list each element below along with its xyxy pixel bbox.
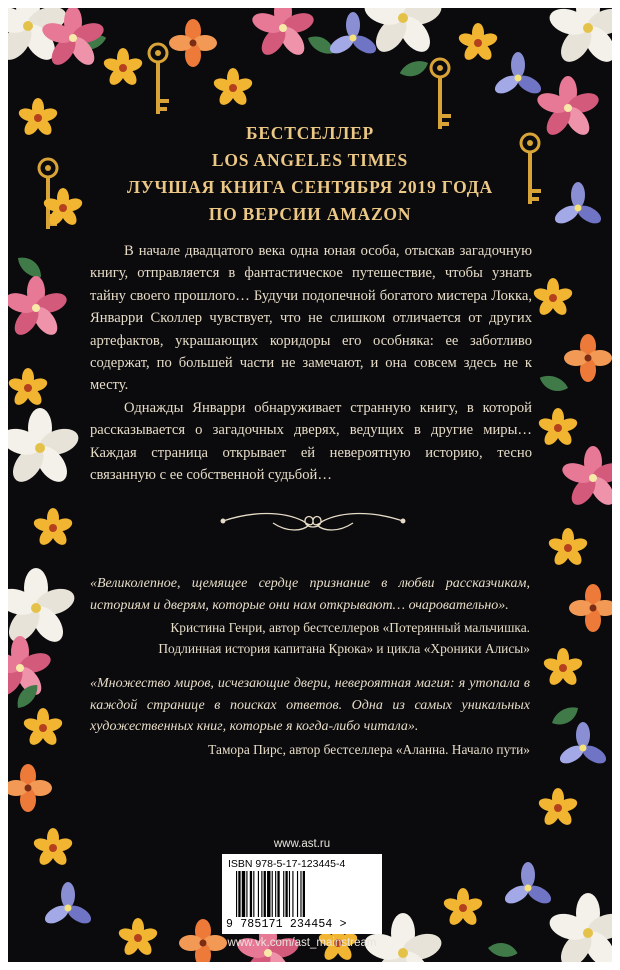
review-quote <box>90 573 530 659</box>
attribution-line: Подлинная история капитана Крюка» и цикла «Хроники Алисы» <box>158 640 530 656</box>
quote-text: «Множество миров, исчезающие двери, невероятная магия: я утопала в каждой странице в поисках ответов. Одна из самых уникальных художественных книг, которые я когда-либо читала». <box>90 676 530 734</box>
attribution-line: Тамора Пирс, автор бестселлера «Аланна. Начало пути» <box>208 741 530 757</box>
review-quote <box>90 673 530 760</box>
barcode-icon <box>236 871 376 921</box>
publisher-website: www.ast.ru <box>273 838 331 850</box>
isbn-number: ISBN 978-5-17-123445-4 <box>228 858 346 870</box>
book-back-cover <box>8 8 612 962</box>
attribution-line: Кристина Генри, автор бестселлеров «Потерянный мальчишка. <box>170 620 530 635</box>
description-paragraph: Однажды Январри обнаруживает странную книгу, в которой рассказывается о загадочных дверях, ведущих в другие миры… Каждая страница открывает ей невероятную историю, тесно связанную с ее собственной судьбой… <box>90 399 532 484</box>
quote-attribution <box>90 618 530 659</box>
headline-line: ПО ВЕРСИИ AMAZON <box>208 204 412 224</box>
barcode-digits: 9 785171 234454 > <box>226 918 347 931</box>
quotes-section <box>90 573 530 760</box>
headline-line: LOS ANGELES TIMES <box>211 150 409 170</box>
description-text <box>90 240 532 486</box>
headline-line: ЛУЧШАЯ КНИГА СЕНТЯБРЯ 2019 ГОДА <box>126 177 493 197</box>
flourish-divider-icon <box>213 501 413 541</box>
headline-line: БЕСТСЕЛЛЕР <box>245 123 375 143</box>
quote-text: «Великолепное, щемящее сердце признание в любви рассказчикам, историям и дверям, которые они нам открывают… очаровательно». <box>90 576 530 613</box>
description-paragraph: В начале двадцатого века одна юная особа, отыскав загадочную книгу, отправляется в фантастическое путешествие, чтобы узнать тайну своего прошлого… Будучи подопечной богатого мистера Локка, Январри Сколлер чувствует, что не слишком отличается от других артефактов, украшающих коридоры его особняка: ее заботливо содержат, по большей части не замечают, и она совсем здесь не к месту. <box>90 243 532 394</box>
publisher-social-link: www.vk.com/ast_mainstream <box>227 937 377 949</box>
headline-block <box>8 120 612 228</box>
quote-attribution <box>90 740 530 761</box>
publisher-block <box>222 838 382 949</box>
barcode-label <box>222 854 382 934</box>
